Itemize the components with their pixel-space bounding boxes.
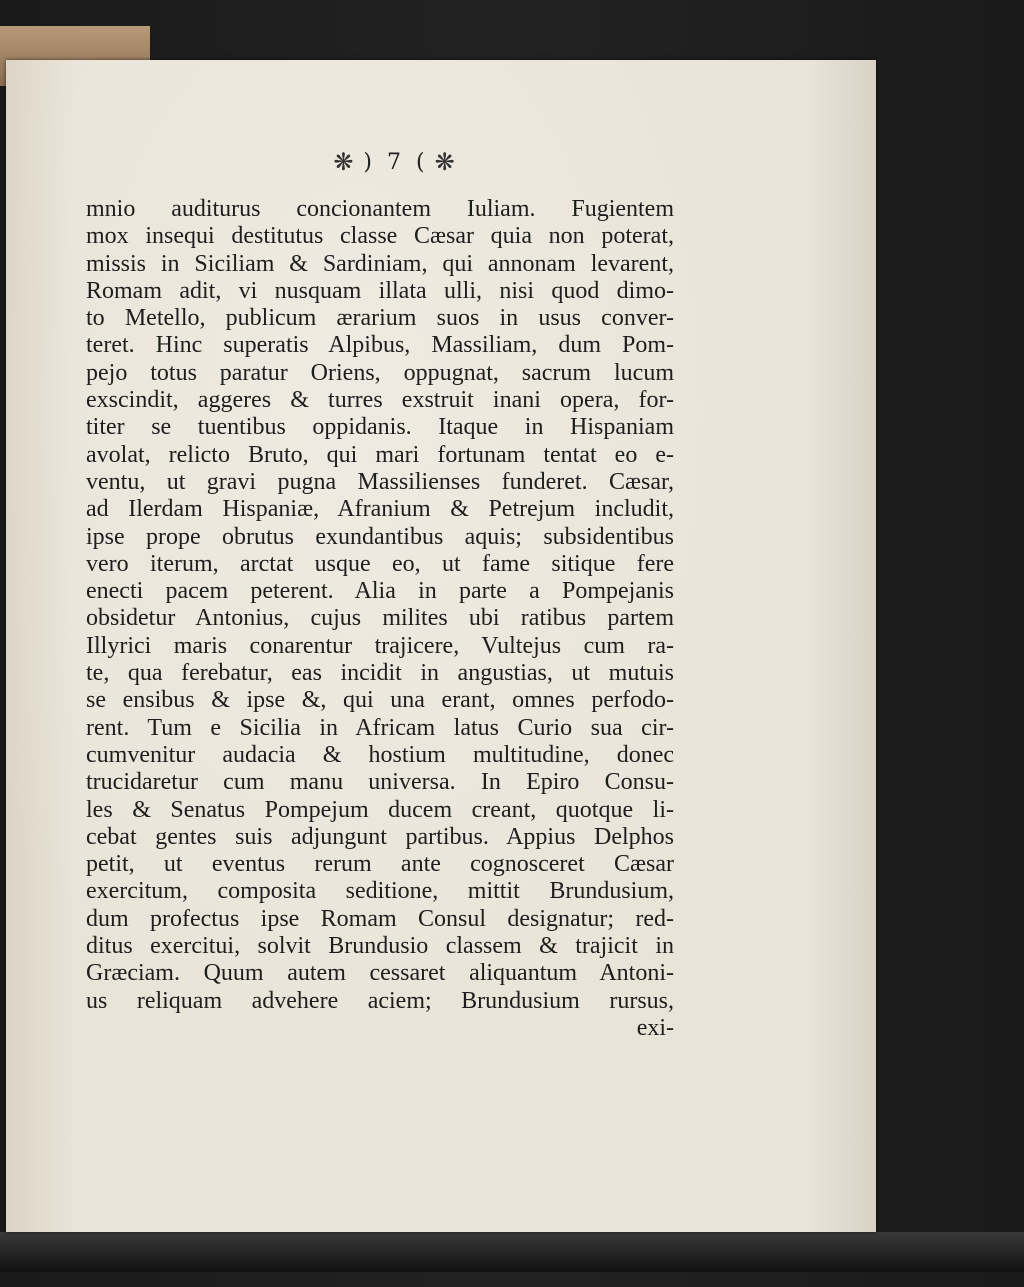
- text-line: Illyrici maris conarentur trajicere, Vultejus cum ra-: [86, 632, 674, 659]
- text-line: rent. Tum e Sicilia in Africam latus Curio sua cir-: [86, 714, 674, 741]
- text-line: mnio auditurus concionantem Iuliam. Fugientem: [86, 196, 674, 222]
- text-line: exercitum, composita seditione, mittit Brundusium,: [86, 878, 674, 905]
- text-line: obsidetur Antonius, cujus milites ubi ratibus partem: [86, 605, 674, 632]
- running-head: [306, 148, 486, 176]
- text-line: les & Senatus Pompejum ducem creant, quotque li-: [86, 796, 674, 823]
- right-ornament-icon: ❋: [434, 148, 459, 176]
- text-line: us reliquam advehere aciem; Brundusium rursus,: [86, 987, 674, 1014]
- text-line: ipse prope obrutus exundantibus aquis; subsidentibus: [86, 523, 674, 550]
- text-line: mox insequi destitutus classe Cæsar quia non poterat,: [86, 223, 674, 250]
- text-line: cebat gentes suis adjungunt partibus. Appius Delphos: [86, 823, 674, 850]
- text-line: missis in Siciliam & Sardiniam, qui annonam levarent,: [86, 250, 674, 277]
- text-line: avolat, relicto Bruto, qui mari fortunam tentat eo e-: [86, 441, 674, 468]
- text-line: titer se tuentibus oppidanis. Itaque in Hispaniam: [86, 414, 674, 441]
- left-ornament-icon: ❋: [333, 148, 358, 176]
- text-line: dum profectus ipse Romam Consul designatur; red-: [86, 905, 674, 932]
- text-line: enecti pacem peterent. Alia in parte a Pompejanis: [86, 578, 674, 605]
- catchword: exi-: [636, 1014, 674, 1041]
- page-number: ) 7 (: [363, 149, 429, 175]
- text-line: se ensibus & ipse &, qui una erant, omnes perfodo-: [86, 687, 674, 714]
- page-sheet: [6, 60, 876, 1232]
- text-line: petit, ut eventus rerum ante cognosceret Cæsar: [86, 851, 674, 878]
- text-line: cumvenitur audacia & hostium multitudine, donec: [86, 741, 674, 768]
- text-line: vero iterum, arctat usque eo, ut fame sitique fere: [86, 550, 674, 577]
- book-edge-shadow: [0, 1232, 1024, 1272]
- text-line: te, qua ferebatur, eas incidit in angustias, ut mutuis: [86, 660, 674, 687]
- text-line: pejo totus paratur Oriens, oppugnat, sacrum lucum: [86, 359, 674, 386]
- text-line: trucidaretur cum manu universa. In Epiro Consu-: [86, 769, 674, 796]
- text-line: ad Ilerdam Hispaniæ, Afranium & Petrejum includit,: [86, 496, 674, 523]
- text-line: exscindit, aggeres & turres exstruit inani opera, for-: [86, 387, 674, 414]
- text-line: Romam adit, vi nusquam illata ulli, nisi quod dimo-: [86, 277, 674, 304]
- text-line: ditus exercitui, solvit Brundusio classem & trajicit in: [86, 933, 674, 960]
- text-line: to Metello, publicum ærarium suos in usus conver-: [86, 305, 674, 332]
- body-text: [86, 196, 674, 1042]
- text-line: teret. Hinc superatis Alpibus, Massiliam, dum Pom-: [86, 332, 674, 359]
- text-line: Græciam. Quum autem cessaret aliquantum Antoni-: [86, 960, 674, 987]
- text-line: ventu, ut gravi pugna Massilienses funderet. Cæsar,: [86, 468, 674, 495]
